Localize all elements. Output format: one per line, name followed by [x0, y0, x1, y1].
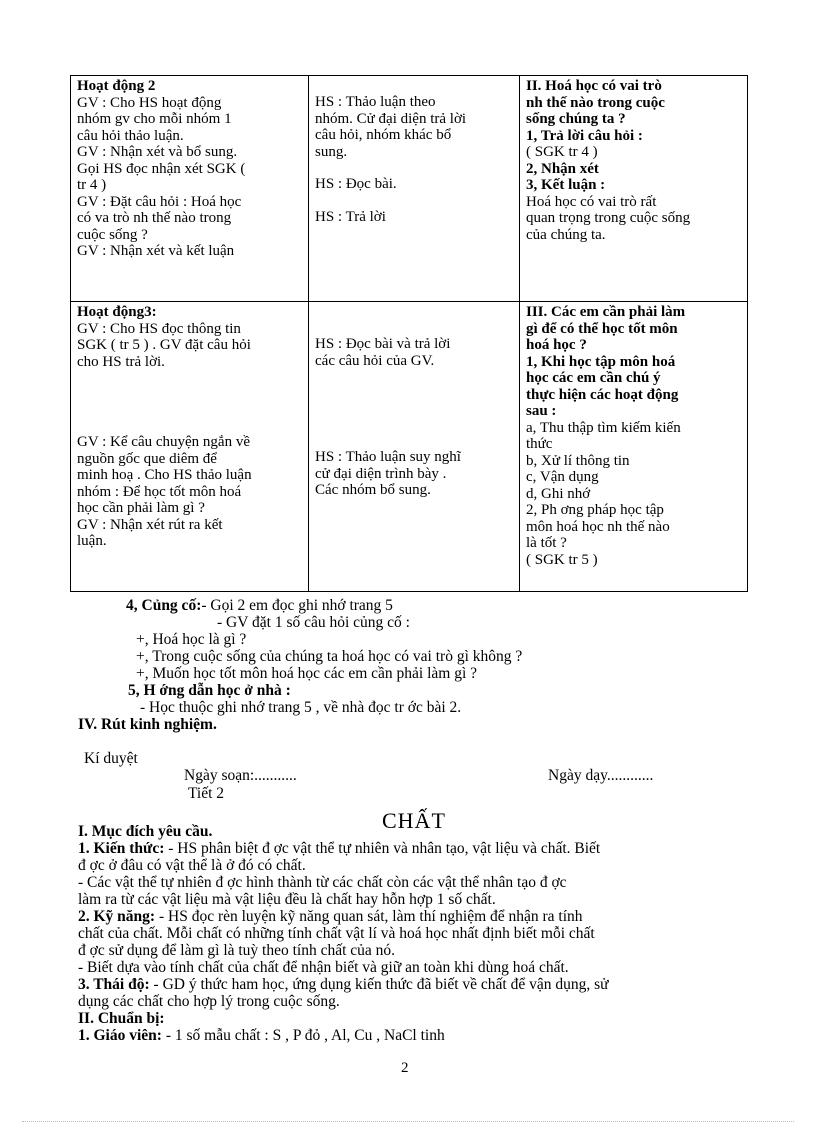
- consolidation-question: +, Muốn học tốt môn hoá học các em cần phải làm gì ?: [136, 665, 478, 682]
- table-row: [71, 76, 748, 302]
- cell-line: luận.: [77, 533, 107, 549]
- cell-line: [77, 402, 302, 418]
- cell-line: cuộc sống ?: [77, 226, 148, 243]
- consolidation-label: 4, Củng cố:: [126, 597, 202, 614]
- cell-line: II. Hoá học có vai trò: [526, 78, 662, 94]
- cell-line: câu hỏi, nhóm khác bổ: [315, 127, 452, 143]
- teaching-date: Ngày dạy............: [548, 767, 654, 784]
- cell-line: HS : Thảo luận theo: [315, 94, 436, 110]
- cell-line: là tốt ?: [526, 535, 567, 551]
- lesson-activity-table: [70, 75, 748, 592]
- cell-line: sống chúng ta ?: [526, 111, 626, 127]
- content-cell: [520, 76, 748, 302]
- homework-text: - Học thuộc ghi nhớ trang 5 , về nhà đọc tr ớc bài 2.: [140, 699, 462, 716]
- cell-line: [315, 417, 513, 433]
- cell-line: GV : Kể câu chuyện ngắn về: [77, 434, 250, 450]
- consolidation-question-intro: - GV đặt 1 số câu hỏi củng cố :: [217, 614, 410, 631]
- teacher-materials-text: - 1 số mẫu chất : S , P đỏ , Al, Cu , NaCl tinh: [161, 1027, 445, 1044]
- cell-line: có va trò nh thế nào trong: [77, 210, 232, 226]
- cell-line: minh hoạ . Cho HS thảo luận: [77, 467, 252, 483]
- cell-line: học các em cần chú ý: [526, 370, 661, 386]
- period-number: Tiết 2: [188, 785, 225, 802]
- teacher-materials-line: [78, 1027, 445, 1044]
- cell-line: HS : Đọc bài và trả lời: [315, 336, 451, 352]
- homework-heading: 5, H ớng dẫn học ở nhà :: [128, 682, 291, 699]
- cell-line: GV : Nhận xét và kết luận: [77, 243, 235, 259]
- cell-line: GV : Nhận xét và bổ sung.: [77, 144, 238, 160]
- cell-line: [315, 193, 513, 209]
- knowledge-label: 1. Kiến thức:: [78, 840, 165, 857]
- cell-line: [315, 385, 513, 401]
- cell-line: nh thế nào trong cuộc: [526, 94, 665, 111]
- skills-label: 2. Kỹ năng:: [78, 908, 156, 925]
- consolidation-question: +, Trong cuộc sống của chúng ta hoá học có vai trò gì không ?: [136, 648, 523, 665]
- lessons-learned-heading: IV. Rút kinh nghiệm.: [78, 716, 217, 733]
- cell-line: ( SGK tr 5 ): [526, 551, 598, 568]
- cell-line: câu hỏi thảo luận.: [77, 127, 184, 144]
- cell-line: GV : Đặt câu hỏi : Hoá học: [77, 193, 242, 210]
- cell-line: III. Các em cần phải làm: [526, 304, 686, 320]
- cell-line: nhóm : Để học tốt môn hoá: [77, 483, 242, 500]
- cell-line: 1, Khi học tập môn hoá: [526, 353, 676, 370]
- skills-text: đ ợc sử dụng để làm gì là tuỳ theo tính chất của nó.: [78, 942, 396, 959]
- cell-line: Hoạt động 2: [77, 78, 156, 94]
- attitude-text: - GD ý thức ham học, ứng dụng kiến thức đã biết về chất để vận dụng, sử: [149, 976, 609, 993]
- cell-line: thực hiện các hoạt động: [526, 386, 679, 403]
- student-activity-cell: [309, 302, 520, 592]
- knowledge-text: - HS phân biệt đ ợc vật thể tự nhiên và nhân tạo, vật liệu và chất. Biết: [164, 840, 601, 857]
- cell-line: [77, 370, 302, 386]
- cell-line: b, Xử lí thông tin: [526, 452, 630, 469]
- knowledge-line: [78, 840, 600, 857]
- table-row: [71, 302, 748, 592]
- cell-line: sau :: [526, 403, 557, 419]
- cell-line: [77, 386, 302, 402]
- cell-line: 3, Kết luận :: [526, 177, 606, 193]
- objectives-heading: I. Mục đích yêu cầu.: [78, 823, 213, 840]
- page-bottom-rule: [22, 1121, 794, 1122]
- cell-line: GV : Nhận xét rút ra kết: [77, 516, 223, 533]
- knowledge-text: - Các vật thể tự nhiên đ ợc hình thành từ các chất còn các vật thể nhân tạo đ ợc: [78, 874, 567, 891]
- page-number: 2: [401, 1060, 409, 1076]
- attitude-label: 3. Thái độ:: [78, 976, 150, 993]
- cell-line: Gọi HS đọc nhận xét SGK (: [77, 160, 246, 177]
- cell-line: SGK ( tr 5 ) . GV đặt câu hỏi: [77, 337, 251, 353]
- consolidation-question: +, Hoá học là gì ?: [136, 631, 247, 648]
- cell-line: [315, 78, 513, 94]
- cell-line: [315, 433, 513, 449]
- cell-line: hoá học ?: [526, 337, 587, 353]
- cell-line: tr 4 ): [77, 177, 107, 193]
- attitude-text: dụng các chất cho hợp lý trong cuộc sống.: [78, 993, 340, 1010]
- preparation-date: Ngày soạn:...........: [184, 767, 297, 784]
- cell-line: GV : Cho HS đọc thông tin: [77, 320, 241, 337]
- skills-line: [78, 908, 583, 925]
- cell-line: ( SGK tr 4 ): [526, 144, 598, 160]
- cell-line: Hoá học có vai trò rất: [526, 193, 657, 210]
- cell-line: quan trọng trong cuộc sống: [526, 210, 691, 226]
- consolidation-text: - Gọi 2 em đọc ghi nhớ trang 5: [201, 597, 393, 614]
- cell-line: d, Ghi nhớ: [526, 485, 591, 502]
- cell-line: sung.: [315, 143, 348, 160]
- cell-line: a, Thu thập tìm kiếm kiến: [526, 419, 681, 436]
- cell-line: [315, 160, 513, 176]
- cell-line: cử đại diện trình bày .: [315, 465, 447, 482]
- cell-line: của chúng ta.: [526, 226, 606, 243]
- cell-line: các câu hỏi của GV.: [315, 352, 435, 369]
- teacher-activity-cell: [71, 76, 309, 302]
- attitude-line: [78, 976, 609, 993]
- content-cell: [520, 302, 748, 592]
- lesson-title: CHẤT: [382, 808, 446, 833]
- teacher-materials-label: 1. Giáo viên:: [78, 1027, 162, 1044]
- cell-line: cho HS trả lời.: [77, 353, 165, 370]
- consolidation-line: [126, 597, 393, 614]
- cell-line: học cần phải làm gì ?: [77, 500, 205, 516]
- approval-label: Kí duyệt: [84, 750, 138, 767]
- cell-line: [315, 304, 513, 320]
- cell-line: HS : Trả lời: [315, 208, 386, 225]
- cell-line: 1, Trả lời câu hỏi :: [526, 127, 643, 144]
- knowledge-text: đ ợc ở đâu có vật thể là ở đó có chất.: [78, 857, 306, 874]
- cell-line: [315, 369, 513, 385]
- teacher-activity-cell: [71, 302, 309, 592]
- cell-line: Hoạt động3:: [77, 304, 157, 320]
- skills-text: chất của chất. Mỗi chất có những tính chất vật lí và hoá học nhất định biết mỗi chất: [78, 925, 595, 942]
- cell-line: 2, Ph ơng pháp học tập: [526, 502, 664, 518]
- cell-line: nguồn gốc que diêm để: [77, 450, 217, 467]
- cell-line: môn hoá học nh thế nào: [526, 518, 670, 535]
- cell-line: thức: [526, 436, 553, 452]
- cell-line: 2, Nhận xét: [526, 160, 599, 177]
- cell-line: HS : Thảo luận suy nghĩ: [315, 449, 461, 465]
- cell-line: [315, 320, 513, 336]
- knowledge-text: làm ra từ các vật liệu mà vật liệu đều là chất hay hỗn hợp 1 số chất.: [78, 891, 496, 908]
- cell-line: nhóm gv cho mỗi nhóm 1: [77, 111, 232, 127]
- cell-line: nhóm. Cử đại diện trả lời: [315, 110, 467, 127]
- cell-line: GV : Cho HS hoạt động: [77, 94, 222, 111]
- skills-text: - Biết dựa vào tính chất của chất để nhận biết và giữ an toàn khi dùng hoá chất.: [78, 959, 569, 976]
- cell-line: HS : Đọc bài.: [315, 176, 397, 192]
- cell-line: gì để có thể học tốt môn: [526, 320, 678, 337]
- preparation-heading: II. Chuẩn bị:: [78, 1010, 165, 1027]
- cell-line: [315, 401, 513, 417]
- student-activity-cell: [309, 76, 520, 302]
- cell-line: Các nhóm bổ sung.: [315, 482, 431, 498]
- cell-line: c, Vận dụng: [526, 469, 599, 485]
- skills-text: - HS đọc rèn luyện kỹ năng quan sát, làm thí nghiệm để nhận ra tính: [155, 908, 583, 925]
- cell-line: [77, 418, 302, 434]
